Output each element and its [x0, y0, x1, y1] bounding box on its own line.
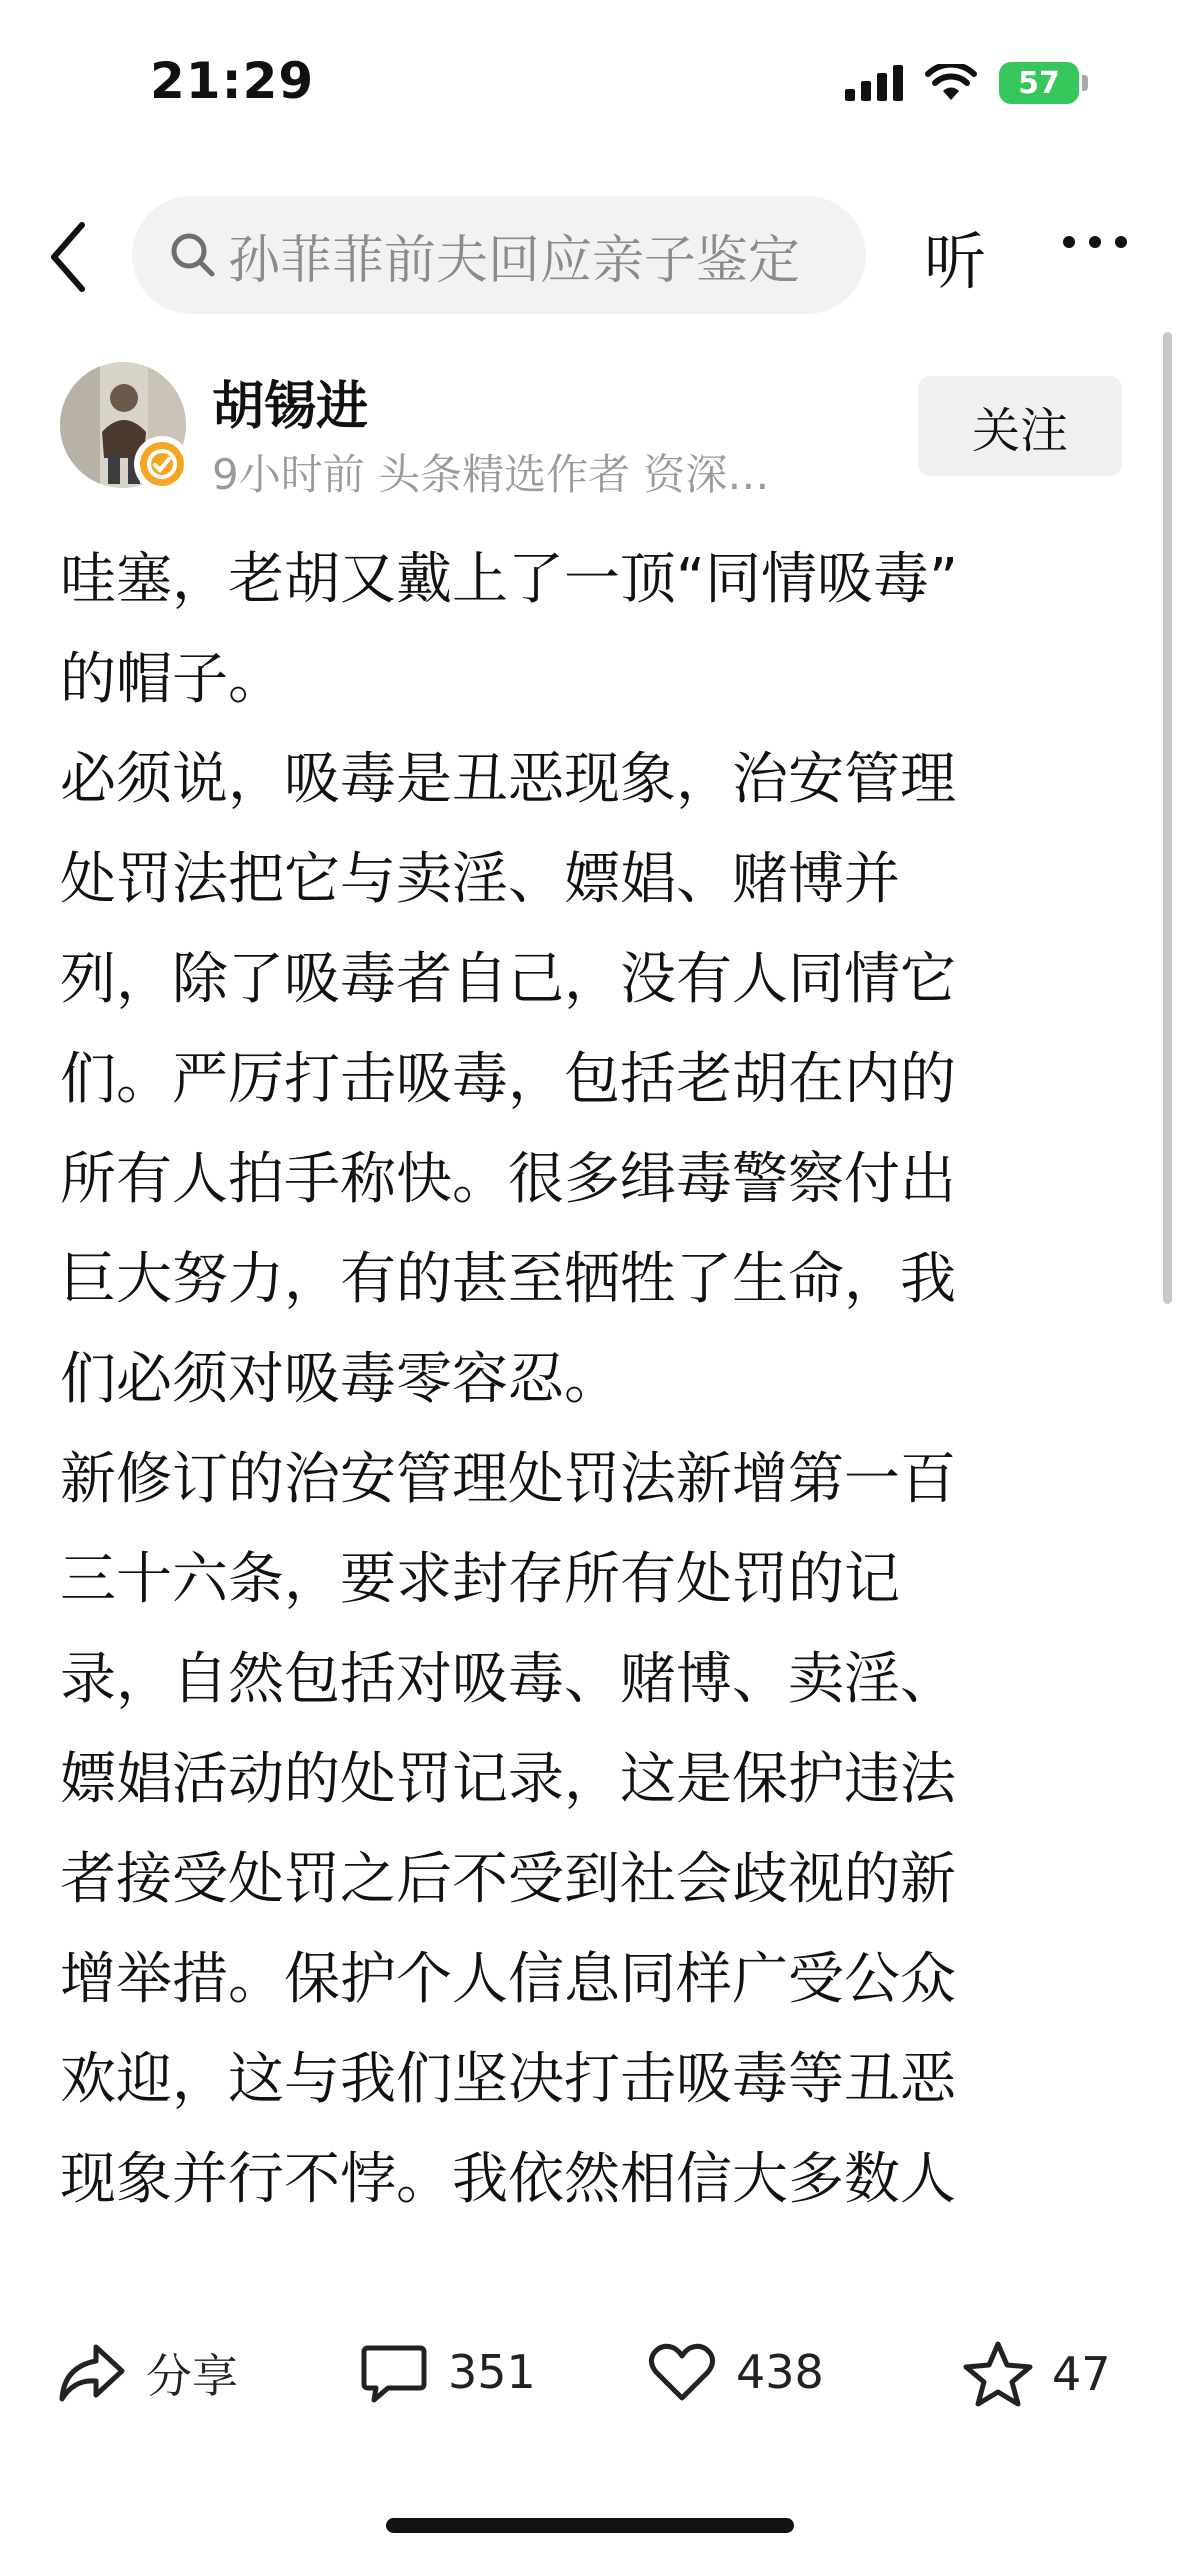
battery-cap	[1082, 75, 1088, 91]
status-icons	[845, 62, 1079, 104]
more-dot-icon	[1063, 236, 1075, 248]
verified-badge-icon	[134, 436, 190, 492]
article-paragraph: 新修订的治安管理处罚法新增第一百 三十六条，要求封存所有处罚的记 录，自然包括对吸毒、赌博、卖淫、 嫖娼活动的处罚记录，这是保护违法 者接受处罚之后不受到社会歧视的新 增举措。保护个人信息同样广受公众 欢迎，这与我们坚决打击吸毒等丑恶 现象并行不悖。我依然相信大多数人	[60, 1447, 956, 2212]
article-paragraph: 哇塞，老胡又戴上了一顶“同情吸毒” 的帽子。	[60, 547, 959, 712]
back-button[interactable]	[48, 212, 108, 302]
more-options-button[interactable]	[1063, 236, 1127, 248]
more-dot-icon	[1089, 236, 1101, 248]
article-paragraph: 必须说，吸毒是丑恶现象，治安管理 处罚法把它与卖淫、嫖娼、赌博并 列，除了吸毒者自己，没有人同情它 们。严厉打击吸毒，包括老胡在内的 所有人拍手称快。很多缉毒警察付出 巨大努力，有的甚至牺牲了生命，我 们必须对吸毒零容忍。	[60, 747, 956, 1412]
comment-button[interactable]	[358, 2340, 536, 2404]
star-icon	[962, 2340, 1034, 2408]
article-body	[60, 530, 1080, 2300]
like-count: 438	[736, 2345, 824, 2399]
wifi-icon	[925, 64, 977, 102]
share-label: 分享	[146, 2349, 238, 2403]
author-meta: 9小时前 头条精选作者 资深…	[212, 450, 770, 499]
back-arrow-icon	[48, 221, 88, 293]
status-time: 21:29	[150, 52, 315, 110]
cellular-signal-icon	[845, 65, 903, 101]
favorite-count: 47	[1052, 2347, 1111, 2401]
share-button[interactable]	[56, 2340, 238, 2406]
scrollbar[interactable]	[1163, 332, 1172, 1304]
battery-indicator	[999, 62, 1079, 104]
heart-icon	[646, 2340, 718, 2404]
battery-level: 57	[1018, 65, 1060, 101]
comment-count: 351	[448, 2345, 536, 2399]
search-placeholder: 孙菲菲前夫回应亲子鉴定	[228, 230, 801, 291]
listen-button[interactable]: 听	[924, 225, 987, 298]
comment-icon	[358, 2340, 430, 2404]
like-button[interactable]	[646, 2340, 824, 2404]
search-icon	[170, 232, 216, 278]
home-indicator[interactable]	[386, 2518, 794, 2533]
favorite-button[interactable]	[962, 2340, 1111, 2408]
share-arrow-icon	[56, 2341, 128, 2405]
more-dot-icon	[1115, 236, 1127, 248]
search-input[interactable]	[132, 196, 866, 314]
follow-button[interactable]: 关注	[918, 376, 1122, 476]
author-name[interactable]: 胡锡进	[212, 377, 369, 437]
